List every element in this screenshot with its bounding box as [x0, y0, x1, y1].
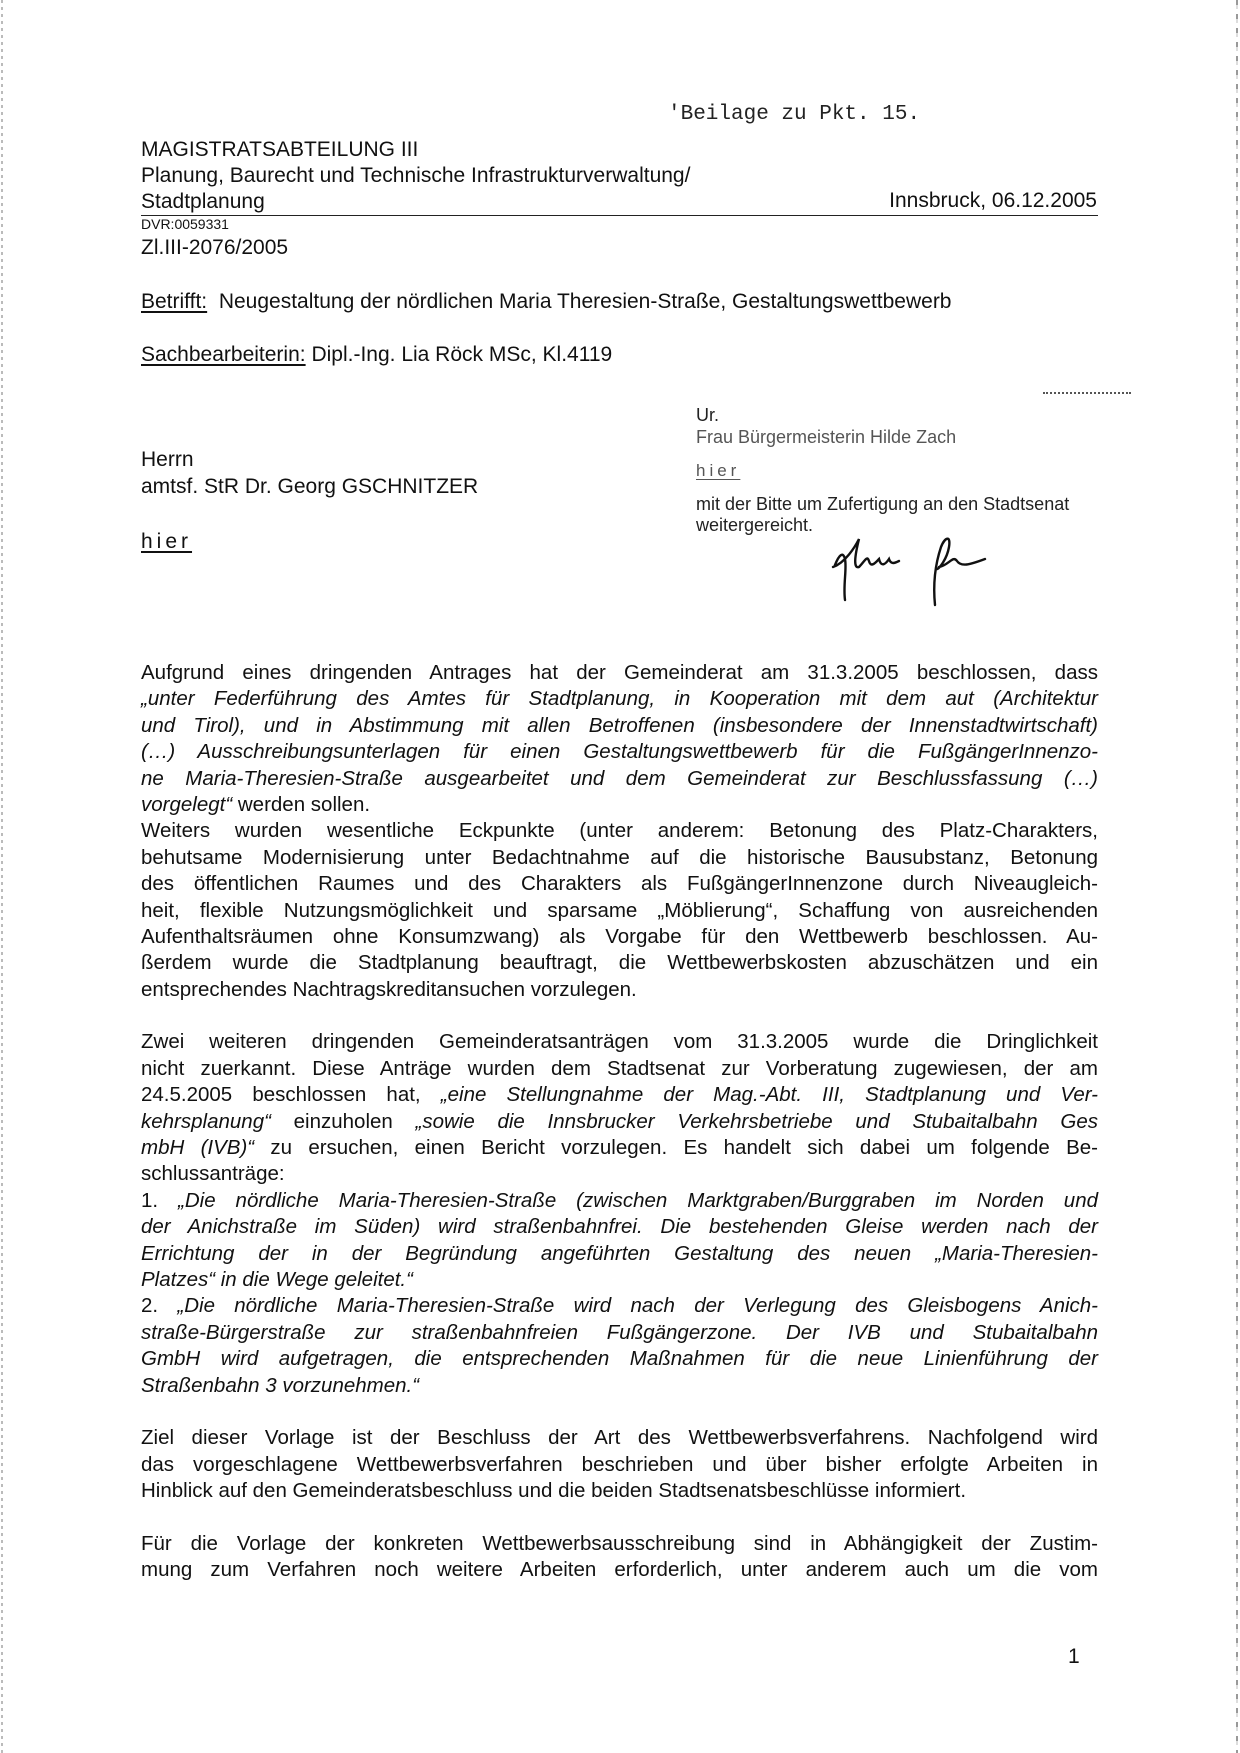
recipient-location: hier	[141, 530, 193, 553]
text-line	[141, 1214, 1098, 1240]
text-segment: einzuholen	[270, 1109, 416, 1133]
text-line	[141, 1293, 1098, 1319]
forward-ur: Ur.	[696, 405, 720, 425]
text-line	[141, 950, 1098, 976]
text-segment: 1.	[141, 1188, 179, 1212]
division-name: Planung, Baurecht und Technische Infrastrukturverwaltung/	[141, 164, 691, 187]
scan-mark	[1043, 392, 1131, 394]
quoted-text: kehrsplanung“	[141, 1109, 271, 1133]
clerk-text: Dipl.-Ing. Lia Röck MSc, Kl.4119	[311, 343, 613, 366]
quoted-text: „eine Stellungnahme der Mag.-Abt. III, Stadtplanung und Ver-	[440, 1083, 1098, 1107]
page-number: 1	[1068, 1645, 1080, 1668]
text-line	[141, 1056, 1098, 1082]
text-segment: heit, flexible Nutzungsmöglichkeit und sparsame „Möblierung“, Schaffung von ausreichenden	[141, 898, 1098, 922]
quoted-text: Errichtung der in der Begründung angeführten Gestaltung des neuen „Maria-Theresien-	[141, 1241, 1098, 1265]
text-line	[141, 792, 1098, 818]
text-segment: schlussanträge:	[141, 1162, 285, 1186]
quoted-text: Platzes“ in die Wege geleitet.“	[141, 1267, 413, 1291]
text-segment: werden sollen.	[232, 792, 371, 816]
unit-name: Stadtplanung	[141, 190, 265, 213]
recipient-name: amtsf. StR Dr. Georg GSCHNITZER	[141, 475, 479, 498]
scan-edge-right	[1236, 0, 1238, 1753]
text-segment: Für die Vorlage der konkreten Wettbewerbsausschreibung sind in Abhängigkeit der Zustim-	[141, 1531, 1098, 1555]
text-segment: 24.5.2005 beschlossen hat,	[141, 1083, 441, 1107]
text-segment: Zwei weiteren dringenden Gemeinderatsanträgen vom 31.3.2005 wurde die Dringlichkeit	[141, 1030, 1098, 1054]
text-segment: des öffentlichen Raumes und des Charakters als FußgängerInnenzone durch Niveaugleich-	[141, 872, 1098, 896]
attachment-stamp: 'Beilage zu Pkt. 15.	[668, 103, 921, 126]
paragraph-gap	[141, 1399, 1098, 1425]
text-line	[141, 1373, 1098, 1399]
forward-note-line2: weitergereicht.	[696, 515, 814, 535]
subject-text: Neugestaltung der nördlichen Maria Theresien-Straße, Gestaltungswettbewerb	[218, 290, 952, 313]
text-segment: ßerdem wurde die Stadtplanung beauftragt, die Wettbewerbskosten abzuschätzen und ein	[141, 951, 1098, 975]
text-line	[141, 1557, 1098, 1583]
text-line	[141, 1109, 1098, 1135]
text-line	[141, 845, 1098, 871]
quoted-text: straße-Bürgerstraße zur straßenbahnfreien Fußgängerzone. Der IVB und Stubaitalbahn	[141, 1320, 1098, 1344]
dvr-number: DVR:0059331	[141, 216, 229, 232]
quoted-text: Straßenbahn 3 vorzunehmen.“	[141, 1373, 420, 1397]
quoted-text: der Anichstraße im Süden) wird straßenbahnfrei. Die bestehenden Gleise werden nach der	[141, 1215, 1098, 1239]
text-line	[141, 898, 1098, 924]
text-line	[141, 1267, 1098, 1293]
paragraph	[141, 660, 1098, 818]
text-line	[141, 1161, 1098, 1187]
text-line	[141, 686, 1098, 712]
text-line	[141, 739, 1098, 765]
text-segment: 2.	[141, 1294, 178, 1318]
text-line	[141, 1531, 1098, 1557]
text-line	[141, 766, 1098, 792]
quoted-text: GmbH wird aufgetragen, die entsprechenden Maßnahmen für die neue Linienführung der	[141, 1347, 1098, 1371]
clerk-line	[141, 342, 612, 368]
clerk-label: Sachbearbeiterin:	[141, 343, 306, 366]
text-segment: nicht zuerkannt. Diese Anträge wurden dem Stadtsenat zur Vorberatung zugewiesen, der am	[141, 1056, 1098, 1080]
quoted-text: „unter Federführung des Amtes für Stadtplanung, in Kooperation mit dem aut (Architektur	[141, 687, 1098, 711]
quoted-text: vorgelegt“	[141, 792, 233, 816]
text-line	[141, 1478, 1098, 1504]
text-segment: das vorgeschlagene Wettbewerbsverfahren beschrieben und über bisher erfolgte Arbeiten in	[141, 1452, 1098, 1476]
text-line	[141, 977, 1098, 1003]
forward-note-line1: mit der Bitte um Zufertigung an den Stadtsenat	[696, 494, 1070, 514]
letter-body	[141, 660, 1098, 1584]
text-segment: Ziel dieser Vorlage ist der Beschluss der Art des Wettbewerbsverfahrens. Nachfolgend wird	[141, 1426, 1098, 1450]
subject-line	[141, 289, 952, 315]
handwritten-signature	[825, 525, 1005, 610]
text-line	[141, 924, 1098, 950]
text-segment: Hinblick auf den Gemeinderatsbeschluss und die beiden Stadtsenatsbeschlüsse informiert.	[141, 1479, 967, 1503]
paragraph-gap	[141, 1003, 1098, 1029]
scan-edge-left	[1, 0, 3, 1753]
place-date: Innsbruck, 06.12.2005	[889, 189, 1097, 212]
text-line	[141, 1082, 1098, 1108]
text-line	[141, 1425, 1098, 1451]
text-line	[141, 1241, 1098, 1267]
text-segment: Aufenthaltsräumen ohne Konsumzwang) als Vorgabe für den Wettbewerb beschlossen. Au-	[141, 924, 1098, 948]
quoted-text: (…) Ausschreibungsunterlagen für einen Gestaltungswettbewerb für die FußgängerInnenzo-	[141, 740, 1098, 764]
text-line	[141, 660, 1098, 686]
quoted-text: „Die nördliche Maria-Theresien-Straße (zwischen Marktgraben/Burggraben im Norden und	[178, 1188, 1098, 1212]
quoted-text: ne Maria-Theresien-Straße ausgearbeitet und dem Gemeinderat zur Beschlussfassung (…)	[141, 766, 1098, 790]
text-line	[141, 871, 1098, 897]
text-segment: zu ersuchen, einen Bericht vorzulegen. Es handelt sich dabei um folgende Be-	[254, 1136, 1098, 1160]
department-name: MAGISTRATSABTEILUNG III	[141, 138, 419, 161]
text-line	[141, 1346, 1098, 1372]
subject-label: Betrifft:	[141, 290, 208, 313]
paragraph	[141, 1029, 1098, 1398]
paragraph-gap	[141, 1505, 1098, 1531]
forward-to: Frau Bürgermeisterin Hilde Zach	[696, 427, 957, 447]
paragraph	[141, 1425, 1098, 1504]
header-rule	[141, 215, 1098, 216]
text-line	[141, 818, 1098, 844]
quoted-text: „sowie die Innsbrucker Verkehrsbetriebe und Stubaitalbahn Ges	[415, 1109, 1099, 1133]
paragraph	[141, 1531, 1098, 1584]
text-line	[141, 713, 1098, 739]
text-segment: mung zum Verfahren noch weitere Arbeiten erforderlich, unter anderem auch um die vom	[141, 1558, 1098, 1582]
quoted-text: mbH (IVB)“	[141, 1136, 255, 1160]
text-line	[141, 1029, 1098, 1055]
quoted-text: „Die nördliche Maria-Theresien-Straße wird nach der Verlegung des Gleisbogens Anich-	[177, 1294, 1099, 1318]
reference-number: Zl.III-2076/2005	[141, 236, 289, 259]
recipient-salutation: Herrn	[141, 448, 194, 471]
text-segment: behutsame Modernisierung unter Bedachtnahme auf die historische Bausubstanz, Betonung	[141, 845, 1098, 869]
text-segment: Aufgrund eines dringenden Antrages hat der Gemeinderat am 31.3.2005 beschlossen, dass	[141, 661, 1098, 684]
text-line	[141, 1188, 1098, 1214]
text-segment: entsprechendes Nachtragskreditansuchen vorzulegen.	[141, 977, 637, 1001]
forward-location: hier	[696, 461, 741, 480]
paragraph	[141, 818, 1098, 1003]
text-line	[141, 1135, 1098, 1161]
text-segment: Weiters wurden wesentliche Eckpunkte (unter anderem: Betonung des Platz-Charakters,	[141, 819, 1098, 843]
text-line	[141, 1320, 1098, 1346]
text-line	[141, 1452, 1098, 1478]
quoted-text: und Tirol), und in Abstimmung mit allen Betroffenen (insbesondere der Innenstadtwirtschaft)	[141, 713, 1098, 737]
